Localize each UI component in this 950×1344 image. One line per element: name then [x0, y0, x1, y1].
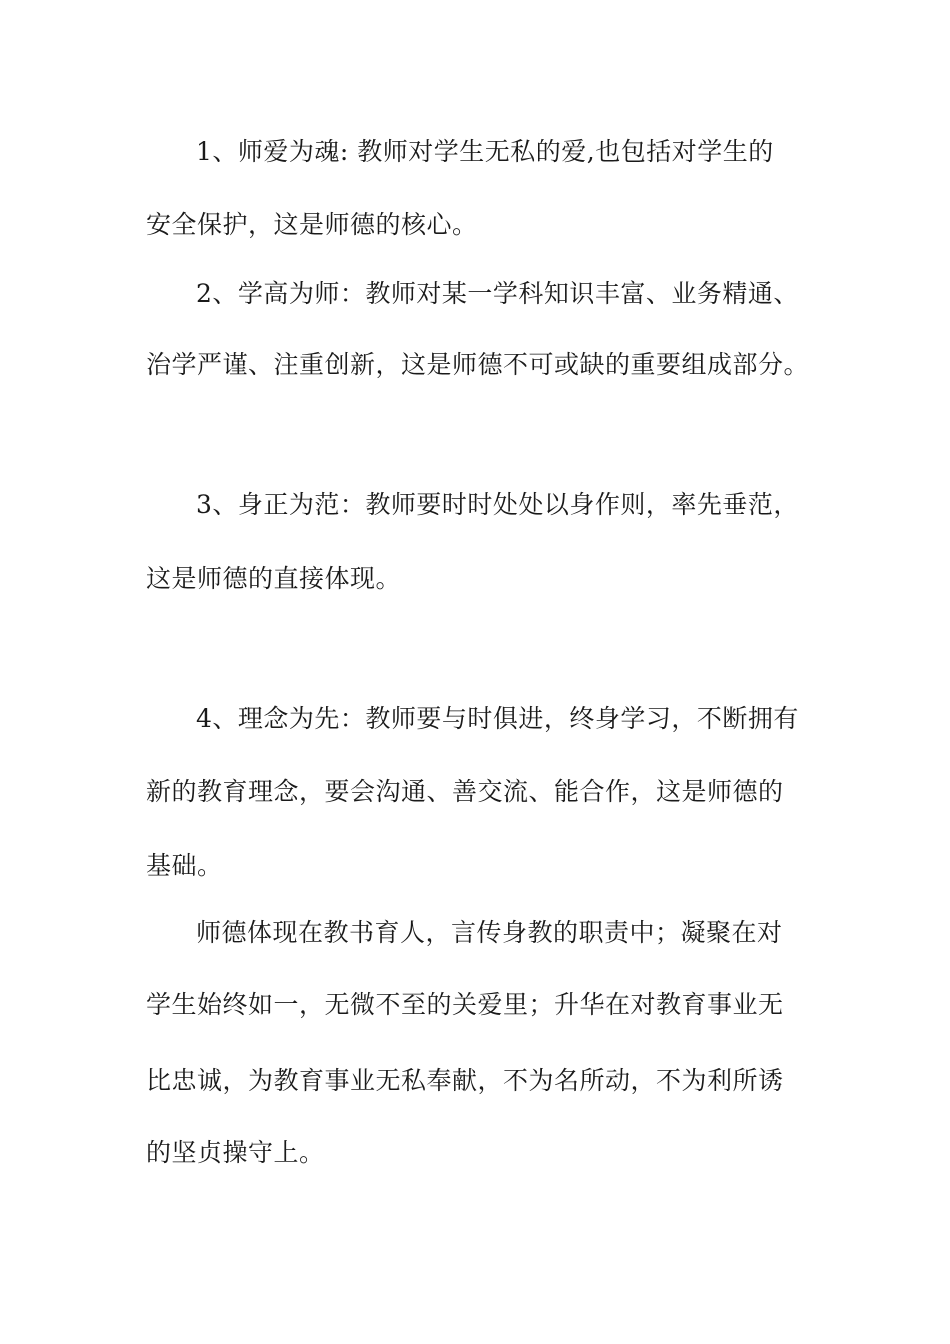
paragraph-3-line-2: 这是师德的直接体现。 — [146, 564, 402, 593]
paragraph-4-line-1: 4、理念为先：教师要与时俱进，终身学习，不断拥有 — [196, 704, 799, 733]
paragraph-2-line-2: 治学严谨、注重创新，这是师德不可或缺的重要组成部分。 — [146, 350, 810, 379]
paragraph-4-line-3: 基础。 — [146, 851, 223, 880]
paragraph-1-line-2: 安全保护，这是师德的核心。 — [146, 210, 478, 239]
paragraph-2-line-1: 2、学高为师：教师对某一学科知识丰富、业务精通、 — [196, 279, 799, 308]
paragraph-5-line-3: 比忠诚，为教育事业无私奉献，不为名所动，不为利所诱 — [146, 1066, 784, 1095]
paragraph-3-line-1: 3、身正为范：教师要时时处处以身作则，率先垂范， — [196, 490, 799, 519]
paragraph-5-line-1: 师德体现在教书育人，言传身教的职责中；凝聚在对 — [196, 918, 783, 947]
paragraph-1-line-1: 1、师爱为魂: 教师对学生无私的爱,也包括对学生的 — [196, 137, 774, 166]
paragraph-5-line-2: 学生始终如一，无微不至的关爱里；升华在对教育事业无 — [146, 990, 784, 1019]
paragraph-4-line-2: 新的教育理念，要会沟通、善交流、能合作，这是师德的 — [146, 777, 784, 806]
paragraph-5-line-4: 的坚贞操守上。 — [146, 1138, 325, 1167]
